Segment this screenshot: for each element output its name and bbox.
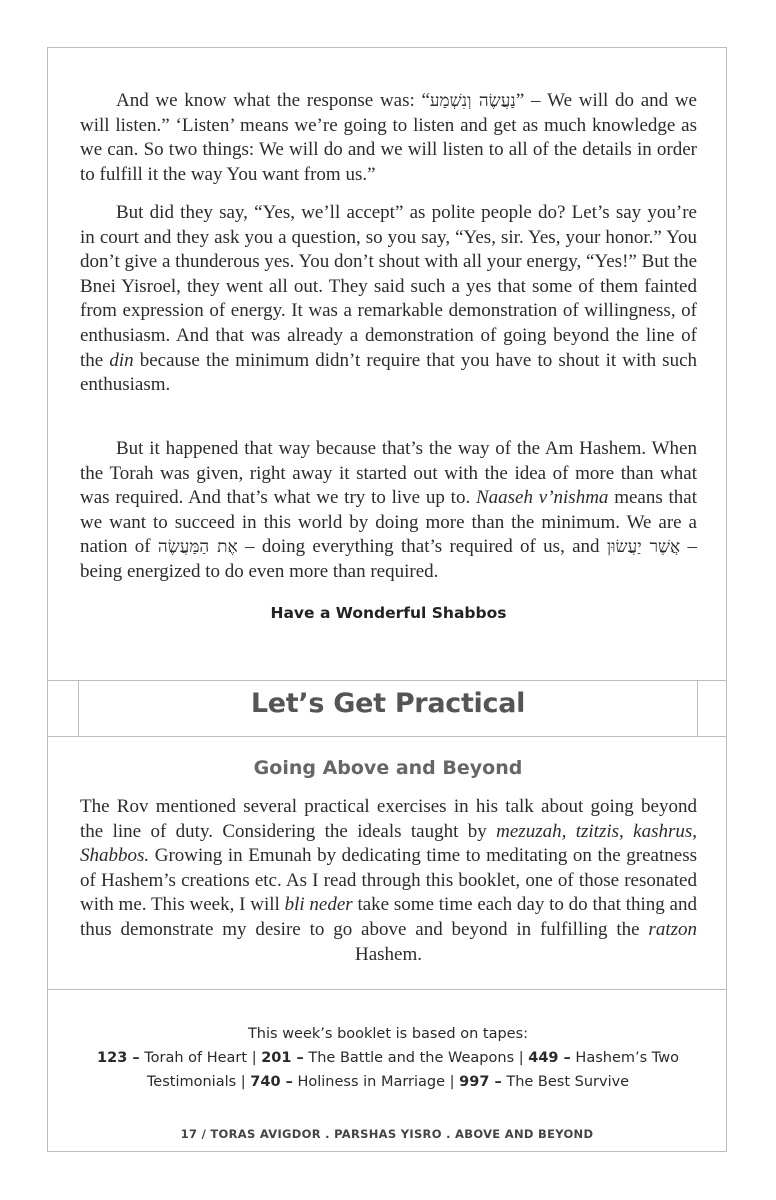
paragraph-am-hashem: But it happened that way because that’s the way of the Am Hashem. When the Torah was given, right away it started out with the idea of more than what was required. And that’s what we try to live up to. Naaseh v’nishma means that we want to succeed in this world by doing more than the minimum. We are a nation of אֶת הַמַּעֲשֶׂה – doing everything that’s required of us, and אֲשֶׁר יַעֲשׂוּן – being energized to do even more than required. — [80, 438, 698, 582]
practical-paragraph: The Rov mentioned several practical exercises in his talk about going beyond the line of duty. Considering the ideals taught by mezuzah, tzitzis, kashrus, Shabbos. Growing in Emunah by dedicating time to meditating on the greatness of Hashem’s creations etc. As I read through this booklet, one of those resonated with me. This week, I will bli neder take some time each day to do that thing and thus demonstrate my desire to go above and beyond in fulfilling the ratzon Hashem. — [80, 796, 698, 965]
page-footer: 17 / TORAS AVIGDOR . PARSHAS YISRO . ABOVE AND BEYOND — [180, 1127, 594, 1141]
hebrew-es-hamaaseh: אֶת הַמַּעֲשֶׂה — [157, 537, 238, 558]
tape-separator: | — [240, 1074, 246, 1090]
tapes-heading: This week’s booklet is based on tapes: — [247, 1026, 529, 1042]
tape-separator: | — [518, 1050, 524, 1066]
section-title: Let’s Get Practical — [250, 688, 526, 719]
tape-separator: | — [449, 1074, 455, 1090]
tape-separator: | — [251, 1050, 257, 1066]
section-subtitle: Going Above and Beyond — [253, 757, 523, 779]
tape-item: 740 – Holiness in Marriage — [250, 1074, 446, 1090]
closing-greeting: Have a Wonderful Shabbos — [270, 604, 507, 622]
paragraph-enthusiasm: But did they say, “Yes, we’ll accept” as polite people do? Let’s say you’re in court and they ask you a question, so you say, “Yes, sir. Yes, your honor.” You don’t give a thunderous yes. You don’t shout with all your energy, “Yes!” But the Bnei Yisroel, they went all out. They said such a yes that some of them fainted from expression of energy. It was a remarkable demonstration of willingness, of enthusiasm. And that was already a demonstration of going beyond the line of the din because the minimum didn’t require that you have to shout it with such enthusiasm. — [80, 202, 698, 396]
tape-item: 997 – The Best Survive — [459, 1074, 630, 1090]
tape-item: 449 – Hashem’s Two Testimonials — [146, 1050, 679, 1090]
tapes-list — [70, 1046, 706, 1094]
banner-bottom-rule — [47, 736, 727, 737]
paragraph-response: And we know what the response was: “נַעֲשֶׂה וְנִשְׁמַע” – We will do and we will listen.” ‘Listen’ means we’re going to listen and get as much knowledge as we can. So two things: We will do and we will listen to all of the details in order to fulfill it the way You want from us.” — [80, 90, 697, 185]
hebrew-asher-yaasun: אֲשֶׁר יַעֲשׂוּן — [606, 537, 681, 558]
tapes-info — [70, 1022, 706, 1094]
tape-item: 123 – Torah of Heart — [97, 1050, 248, 1066]
hebrew-naaseh-vnishma: נַעֲשֶׂה וְנִשְׁמַע — [429, 91, 516, 111]
tape-item: 201 – The Battle and the Weapons — [261, 1050, 515, 1066]
tapes-divider — [47, 989, 727, 990]
